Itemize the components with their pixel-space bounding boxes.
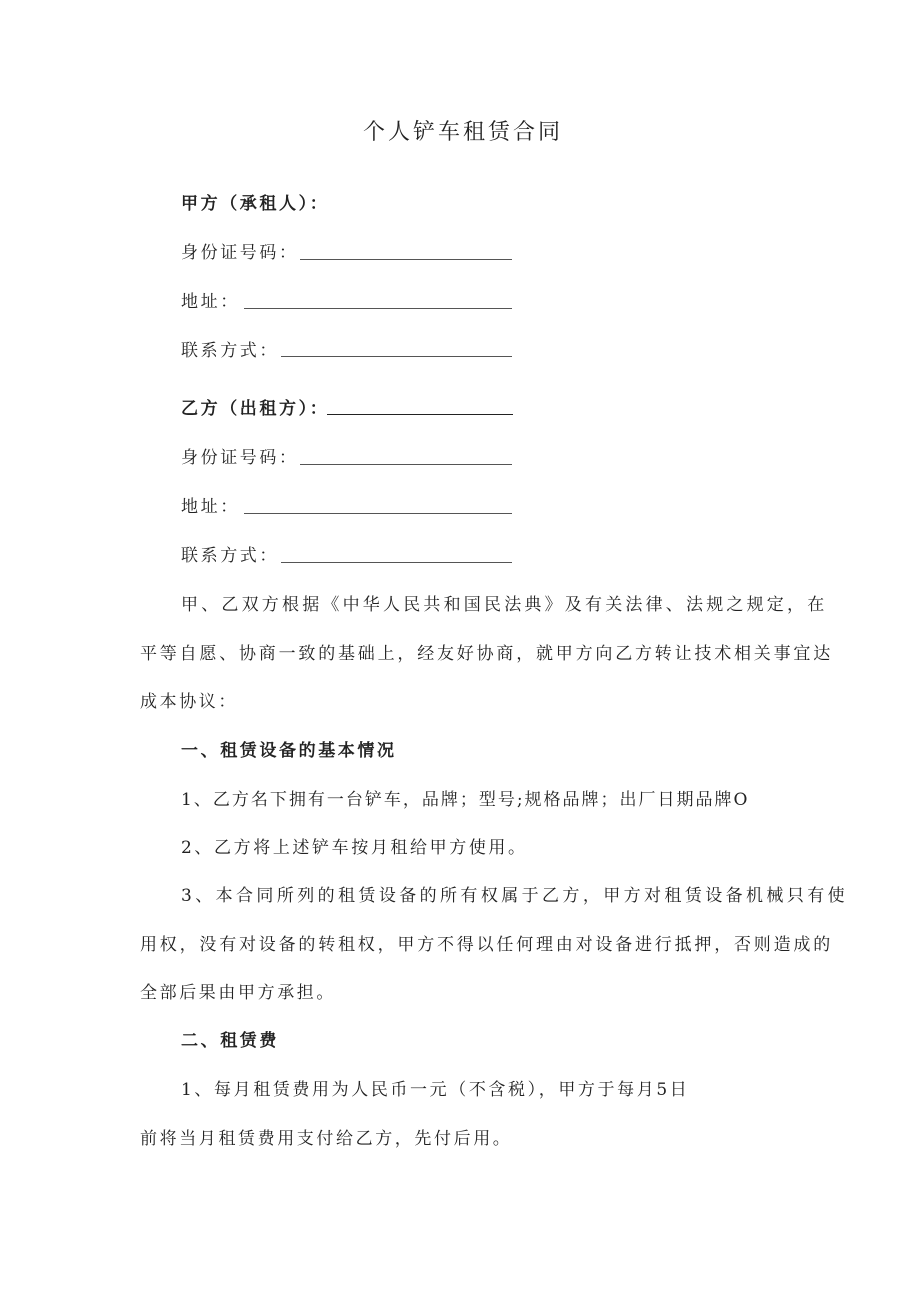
party-a-contact-field[interactable] — [281, 356, 512, 357]
party-b-contact-label: 联系方式： — [181, 546, 279, 566]
section-1-heading: 一、租赁设备的基本情况 — [181, 741, 397, 761]
party-a-id-field[interactable] — [300, 259, 512, 260]
party-a-heading: 甲方（承租人）： — [181, 194, 330, 214]
party-a-address-field[interactable] — [244, 308, 512, 309]
section-2-item-1-line-1: 1、每月租赁费用为人民币一元（不含税），甲方于每月5日 — [181, 1080, 690, 1100]
party-a-address-label: 地址： — [181, 292, 240, 312]
section-1-item-1: 1、乙方名下拥有一台铲车，品牌；型号;规格品牌；出厂日期品牌O — [181, 790, 750, 810]
section-1-item-3-line-1: 3、本合同所列的租赁设备的所有权属于乙方，甲方对租赁设备机械只有使 — [181, 886, 849, 906]
party-b-heading: 乙方（出租方）： — [181, 399, 330, 419]
party-b-name-field[interactable] — [327, 414, 513, 415]
intro-line-1: 甲、乙双方根据《中华人民共和国民法典》及有关法律、法规之规定，在 — [181, 595, 828, 615]
party-a-contact-label: 联系方式： — [181, 341, 279, 361]
section-1-item-3-line-3: 全部后果由甲方承担。 — [140, 983, 336, 1003]
intro-line-3: 成本协议： — [140, 692, 238, 712]
page-title: 个人铲车租赁合同 — [363, 120, 564, 145]
party-b-address-field[interactable] — [244, 513, 512, 514]
intro-line-2: 平等自愿、协商一致的基础上，经友好协商，就甲方向乙方转让技术相关事宜达 — [140, 644, 833, 664]
section-2-heading: 二、租赁费 — [181, 1031, 279, 1051]
party-a-id-label: 身份证号码： — [181, 243, 299, 263]
section-1-item-2: 2、乙方将上述铲车按月租给甲方使用。 — [181, 838, 528, 858]
party-b-contact-field[interactable] — [281, 562, 512, 563]
party-b-id-label: 身份证号码： — [181, 448, 299, 468]
party-b-address-label: 地址： — [181, 497, 240, 517]
party-b-id-field[interactable] — [300, 464, 512, 465]
section-2-item-1-line-2: 前将当月租赁费用支付给乙方，先付后用。 — [140, 1129, 513, 1149]
section-1-item-3-line-2: 用权，没有对设备的转租权，甲方不得以任何理由对设备进行抵押，否则造成的 — [140, 935, 833, 955]
